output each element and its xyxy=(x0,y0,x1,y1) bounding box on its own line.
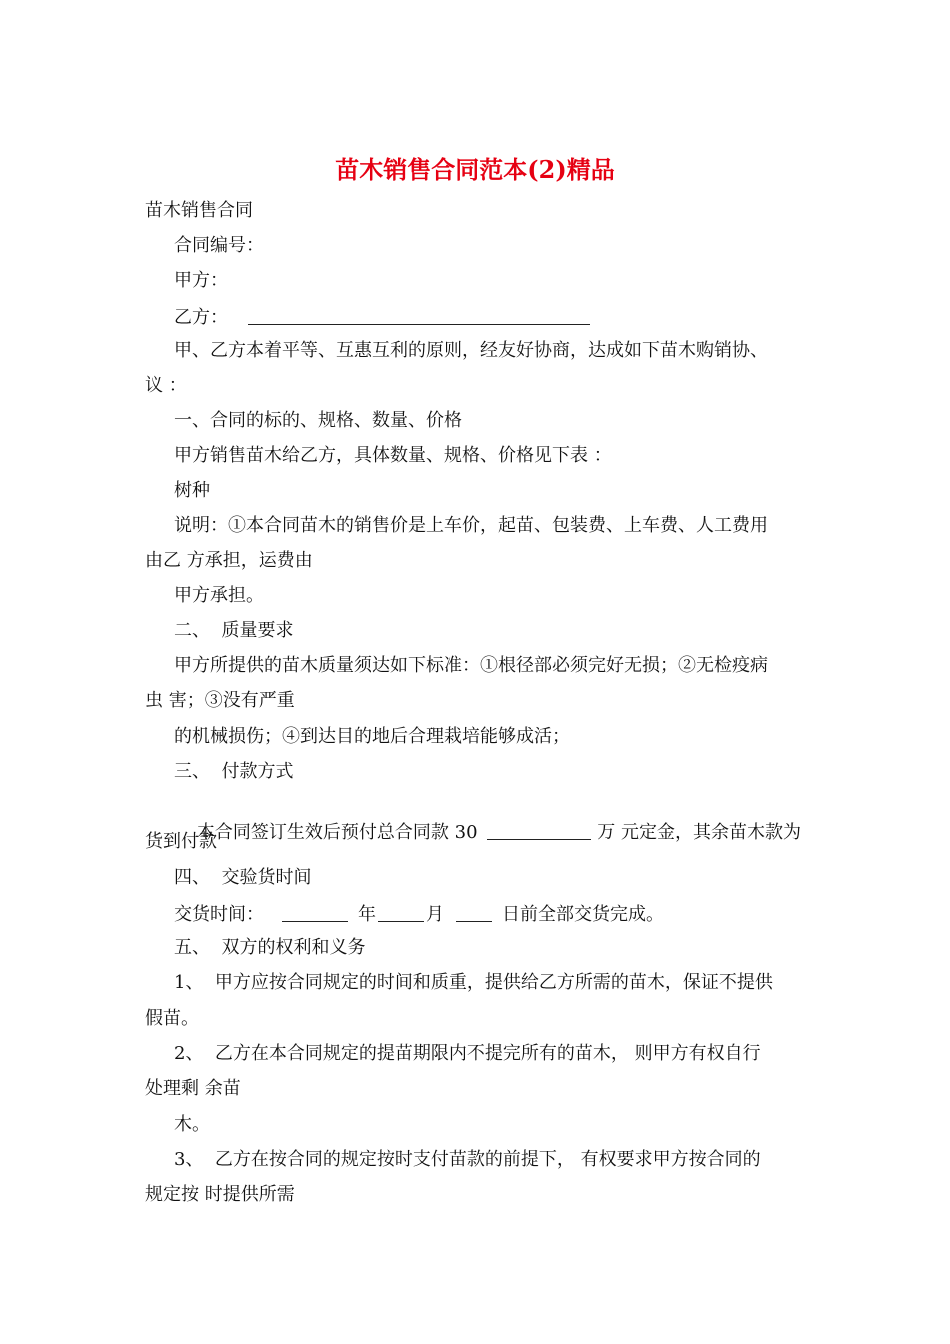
day-blank xyxy=(456,903,492,922)
paragraph-line: 树种 xyxy=(174,480,210,501)
year-blank xyxy=(282,903,348,922)
paragraph-line: 议 ： xyxy=(145,375,187,396)
contract-heading: 苗木销售合同 xyxy=(145,200,253,221)
paragraph-line: 1、 甲方应按合同规定的时间和质重，提供给乙方所需的苗木，保证不提供 xyxy=(174,972,773,993)
contract-number-label: 合同编号： xyxy=(174,235,264,256)
delivery-time-end: 日前全部交货完成。 xyxy=(502,904,664,925)
paragraph-line: 甲方承担。 xyxy=(174,585,264,606)
section-heading-2: 二、 质量要求 xyxy=(174,620,294,641)
paragraph-line: 甲方所提供的苗木质量须达如下标准：①根径部必须完好无损；②无检疫病 xyxy=(174,655,768,676)
section-heading-1: 一、合同的标的、规格、数量、价格 xyxy=(174,410,462,431)
paragraph-line: 虫 害；③没有严重 xyxy=(145,690,295,711)
party-b-blank xyxy=(248,306,590,325)
paragraph-line: 的机械损伤；④到达目的地后合理栽培能够成活； xyxy=(174,726,570,747)
section-heading-3: 三、 付款方式 xyxy=(174,761,294,782)
paragraph-line: 处理剩 余苗 xyxy=(145,1078,241,1099)
paragraph-line: 甲、乙方本着平等、互惠互利的原则，经友好协商，达成如下苗木购销协、 xyxy=(174,340,768,361)
paragraph-line: 木。 xyxy=(174,1114,210,1135)
section-heading-5: 五、 双方的权利和义务 xyxy=(174,937,366,958)
payment-line xyxy=(174,795,801,869)
payment-amount-blank xyxy=(487,821,591,840)
party-b-line xyxy=(174,304,590,330)
paragraph-line: 甲方销售苗木给乙方，具体数量、规格、价格见下表 ： xyxy=(174,445,612,466)
section-heading-4: 四、 交验货时间 xyxy=(174,867,312,888)
month-label: 月 xyxy=(426,904,444,925)
delivery-time-label: 交货时间： xyxy=(174,904,264,925)
delivery-time-line xyxy=(174,901,664,927)
month-blank xyxy=(378,903,424,922)
paragraph-line: 3、 乙方在按合同的规定按时支付苗款的前提下， 有权要求甲方按合同的 xyxy=(174,1149,761,1170)
year-label: 年 xyxy=(358,904,376,925)
paragraph-line: 假苗。 xyxy=(145,1008,199,1029)
party-a-label: 甲方： xyxy=(174,270,228,291)
paragraph-line: 说明：①本合同苗木的销售价是上车价，起苗、包装费、上车费、人工费用 xyxy=(174,515,768,536)
document-title: 苗木销售合同范本(2)精品 xyxy=(335,155,615,184)
paragraph-line: 2、 乙方在本合同规定的提苗期限内不提完所有的苗木， 则甲方有权自行 xyxy=(174,1043,761,1064)
paragraph-line: 规定按 时提供所需 xyxy=(145,1184,295,1205)
party-b-label: 乙方： xyxy=(174,307,228,328)
payment-text-end: 万 元定金，其余苗木款为 xyxy=(597,822,801,843)
payment-text-start: 本合同签订生效后预付总合同款 30 xyxy=(196,822,484,843)
paragraph-line: 货到付款 xyxy=(145,831,217,852)
paragraph-line: 由乙 方承担，运费由 xyxy=(145,550,313,571)
